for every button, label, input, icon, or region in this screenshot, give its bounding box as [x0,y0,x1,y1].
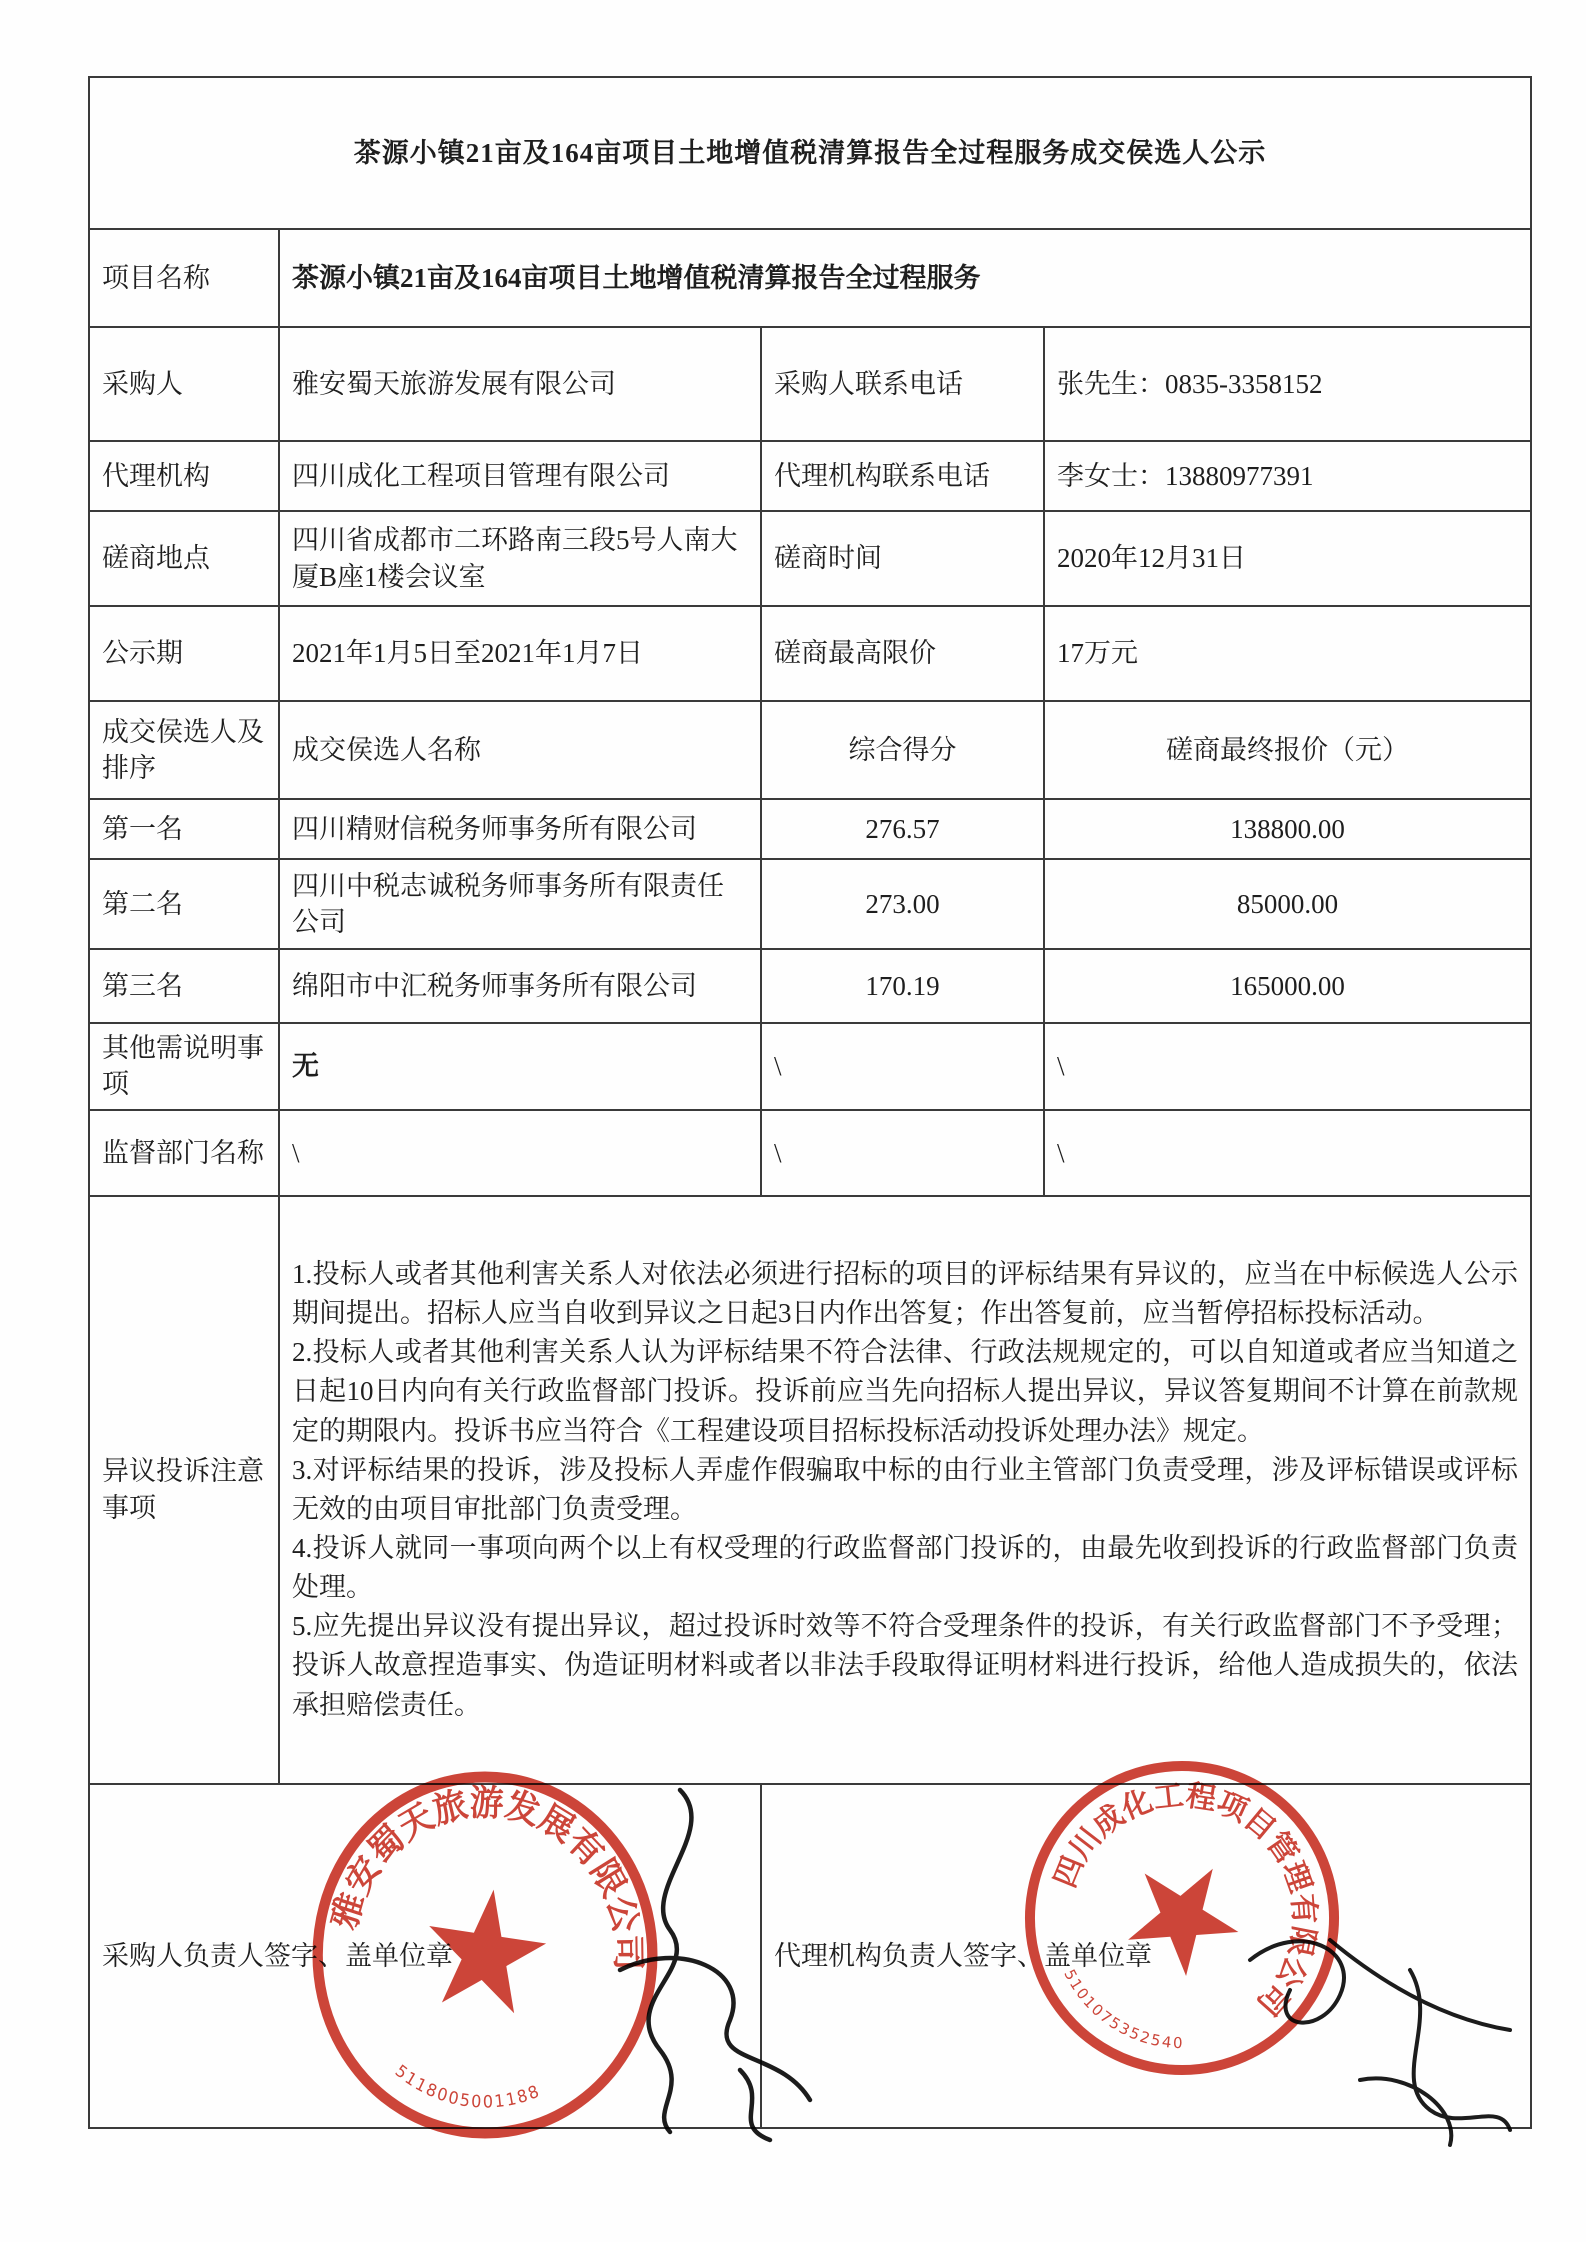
agency-signature [1210,1880,1540,2160]
supervisor-label: 监督部门名称 [89,1110,279,1196]
candidates-section-label: 成交侯选人及排序 [89,701,279,799]
seal-serial-text: 5118005001188 [391,2060,544,2112]
candidate-price: 85000.00 [1044,859,1531,949]
seal-company-text: 四川成化工程项目管理有限公司 [1048,1779,1321,2022]
candidate-row [89,799,1531,859]
candidate-score: 273.00 [761,859,1044,949]
time-value: 2020年12月31日 [1044,511,1531,606]
price-cap-label: 磋商最高限价 [761,606,1044,701]
supervisor-slash-1: \ [761,1110,1044,1196]
purchaser-signature-label: 采购人负责人签字、盖单位章 [102,1940,453,1971]
objection-item-4: 4.投诉人就同一事项向两个以上有权受理的行政监督部门投诉的，由最先收到投诉的行政监督部门负责处理。 [292,1533,1518,1603]
purchaser-phone-value: 张先生：0835-3358152 [1044,327,1531,441]
candidate-rank: 第一名 [89,799,279,859]
candidate-price: 165000.00 [1044,949,1531,1023]
agency-phone-label: 代理机构联系电话 [761,441,1044,511]
candidate-score: 276.57 [761,799,1044,859]
candidate-price: 138800.00 [1044,799,1531,859]
supervisor-value: \ [279,1110,761,1196]
objection-label: 异议投诉注意事项 [89,1196,279,1784]
objection-item-2: 2.投标人或者其他利害关系人认为评标结果不符合法律、行政法规规定的，可以自知道或者应当知道之日起10日内向有关行政监督部门投诉。投诉前应当先向招标人提出异议，异议答复期间不计算在前款规定的期限内。投诉书应当符合《工程建设项目招标投标活动投诉处理办法》规定。 [292,1337,1518,1446]
purchaser-phone-label: 采购人联系电话 [761,327,1044,441]
candidate-row [89,859,1531,949]
agency-signature-label: 代理机构负责人签字、盖单位章 [774,1940,1152,1971]
objection-item-3: 3.对评标结果的投诉，涉及投标人弄虚作假骗取中标的由行业主管部门负责受理，涉及评标错误或评标无效的由项目审批部门负责受理。 [292,1454,1518,1524]
candidate-rank: 第二名 [89,859,279,949]
purchaser-signature [560,1770,860,2150]
project-name-value: 茶源小镇21亩及164亩项目土地增值税清算报告全过程服务 [279,229,1531,327]
purchaser-value: 雅安蜀天旅游发展有限公司 [279,327,761,441]
supervisor-slash-2: \ [1044,1110,1531,1196]
candidate-row [89,949,1531,1023]
candidate-name: 绵阳市中汇税务师事务所有限公司 [279,949,761,1023]
other-notes-label: 其他需说明事项 [89,1023,279,1110]
publicity-period-value: 2021年1月5日至2021年1月7日 [279,606,761,701]
agency-label: 代理机构 [89,441,279,511]
candidates-price-header: 磋商最终报价（元） [1044,701,1531,799]
candidate-name: 四川中税志诚税务师事务所有限责任公司 [279,859,761,949]
other-notes-slash-2: \ [1044,1023,1531,1110]
agency-value: 四川成化工程项目管理有限公司 [279,441,761,511]
candidates-name-header: 成交侯选人名称 [279,701,761,799]
seal-serial-text: 5101075352540 [1060,1966,1185,2053]
seal-company-text: 雅安蜀天旅游发展有限公司 [325,1783,647,1972]
candidate-score: 170.19 [761,949,1044,1023]
time-label: 磋商时间 [761,511,1044,606]
price-cap-value: 17万元 [1044,606,1531,701]
project-name-label: 项目名称 [89,229,279,327]
publicity-period-label: 公示期 [89,606,279,701]
objection-item-5: 5.应先提出异议没有提出异议，超过投诉时效等不符合受理条件的投诉，有关行政监督部门不予受理；投诉人故意捏造事实、伪造证明材料或者以非法手段取得证明材料进行投诉，给他人造成损失的，依法承担赔偿责任。 [292,1611,1518,1720]
candidate-name: 四川精财信税务师事务所有限公司 [279,799,761,859]
other-notes-slash-1: \ [761,1023,1044,1110]
other-notes-value: 无 [279,1023,761,1110]
candidate-rank: 第三名 [89,949,279,1023]
agency-phone-value: 李女士：13880977391 [1044,441,1531,511]
page-title: 茶源小镇21亩及164亩项目土地增值税清算报告全过程服务成交侯选人公示 [89,77,1531,229]
star-icon [420,1881,553,2017]
objection-text [279,1196,1531,1784]
objection-item-1: 1.投标人或者其他利害关系人对依法必须进行招标的项目的评标结果有异议的，应当在中标候选人公示期间提出。招标人应当自收到异议之日起3日内作出答复；作出答复前，应当暂停招标投标活动。 [292,1259,1518,1329]
candidates-score-header: 综合得分 [761,701,1044,799]
venue-value: 四川省成都市二环路南三段5号人南大厦B座1楼会议室 [279,511,761,606]
venue-label: 磋商地点 [89,511,279,606]
purchaser-label: 采购人 [89,327,279,441]
